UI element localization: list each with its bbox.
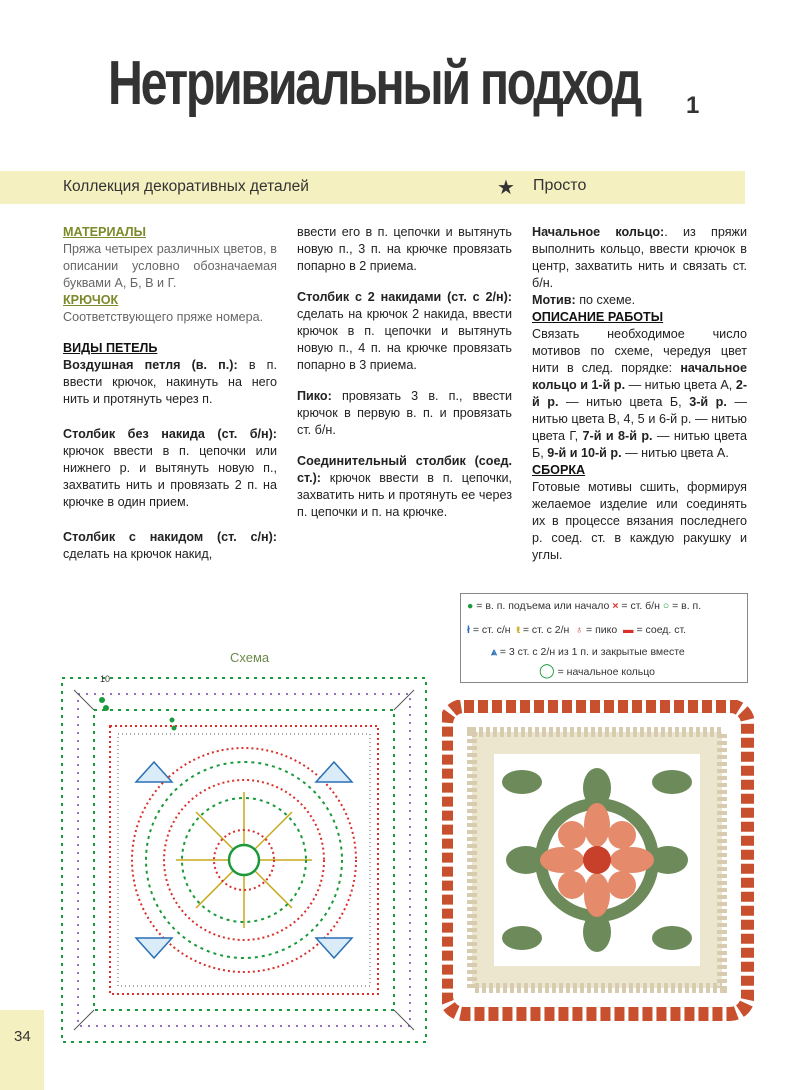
chain-icon: ○ bbox=[662, 600, 670, 612]
legend-row-2: ł = ст. с/н ŧ = ст. с 2/н ♁ = пико ▬ = соед. ст. bbox=[467, 624, 687, 636]
assembly-text: Готовые мотивы сшить, формируя желаемое изделие или соединять их в процессе вязания последнего р. соед. ст. в каждую ракушку и углы. bbox=[532, 480, 747, 562]
stitch-dc-start: Столбик с накидом (ст. с/н): сделать на крючок накид, bbox=[63, 530, 277, 561]
column-materials bbox=[63, 224, 277, 563]
issue-number: 1 bbox=[686, 92, 700, 119]
stitches-heading: ВИДЫ ПЕТЕЛЬ bbox=[63, 341, 158, 355]
sc-icon: × bbox=[612, 600, 619, 612]
legend-row-4: ◯ = начальное кольцо bbox=[539, 662, 656, 678]
legend-row-3: ⩓ = 3 ст. с 2/н из 1 п. и закрытые вместе bbox=[491, 646, 685, 658]
chain-start-icon: ● bbox=[467, 600, 474, 612]
work-motif: Мотив: по схеме. bbox=[532, 293, 636, 307]
picot-icon: ♁ bbox=[575, 624, 584, 636]
description-text: Связать необходимое число мотивов по схеме, чередуя цвет нити в след. порядке: начальное кольцо и 1-й р. — нитью цвета А, 2-й р. — нитью цвета Б, 3-й р. — нитью цвета В, 4, 5 и 6-й р. — нитью цвета Г, 7-й и 8-й р. — нитью цвета Б, 9-й и 10-й р. — нитью цвета А. bbox=[532, 327, 748, 460]
page-title: Нетривиальный подход bbox=[108, 49, 640, 118]
description-heading: ОПИСАНИЕ РАБОТЫ bbox=[532, 310, 664, 324]
symbol-legend bbox=[460, 593, 748, 683]
cluster-icon: ⩓ bbox=[491, 646, 497, 658]
page-number: 34 bbox=[14, 1028, 31, 1045]
row-number-label: 10 bbox=[100, 674, 111, 684]
motif-photo bbox=[442, 700, 754, 1022]
hook-text: Соответствующего пряже номера. bbox=[63, 310, 264, 324]
stitch-sc: Столбик без накида (ст. б/н): крючок ввести в п. цепочки или нижнего р. и вытянуть новую п., захватить нить и провязать 2 п. на крючке в один прием. bbox=[63, 427, 277, 509]
hook-heading: КРЮЧОК bbox=[63, 293, 119, 307]
starting-ring bbox=[229, 845, 259, 875]
star-icon: ★ bbox=[497, 177, 515, 199]
legend-row-1: ● = в. п. подъема или начало × = ст. б/н ○ = в. п. bbox=[467, 600, 702, 612]
slip-icon: ▬ bbox=[623, 624, 634, 636]
schema-label: Схема bbox=[230, 650, 270, 665]
stitch-tr: Столбик с 2 накидами (ст. с 2/н): сделать на крючок 2 накида, ввести крючок в п. цепочки и вытянуть новую п., 4 п. на крючке провязать попарно в 3 приема. bbox=[297, 290, 512, 372]
difficulty-level: Просто bbox=[533, 177, 587, 194]
assembly-heading: СБОРКА bbox=[532, 463, 586, 477]
materials-yarn: Пряжа четырех различных цветов, в описании условно обозначаемая буквами А, Б, В и Г. bbox=[63, 242, 277, 290]
work-ring: Начальное кольцо:. из пряжи выполнить кольцо, ввести крючок в центр, захватить нить и связать ст. б/н. bbox=[532, 225, 747, 290]
stitch-slip: Соединительный столбик (соед. ст.): крючок ввести в п. цепочки, захватить нить и протянуть ее через п. цепочки и п. на крючке. bbox=[297, 454, 512, 519]
flower-center bbox=[583, 846, 611, 874]
materials-heading: МАТЕРИАЛЫ bbox=[63, 225, 146, 239]
page-number-tab bbox=[0, 1010, 44, 1090]
column-work bbox=[532, 224, 747, 564]
ring-icon: ◯ bbox=[539, 662, 555, 678]
crochet-diagram bbox=[54, 670, 434, 1050]
stitch-picot: Пико: провязать 3 в. п., ввести крючок в первую в. п. и провязать ст. б/н. bbox=[297, 389, 512, 437]
stitch-dc-cont: ввести его в п. цепочки и вытянуть новую п., 3 п. на крючке провязать попарно в 2 приема. bbox=[297, 225, 512, 273]
collection-name: Коллекция декоративных деталей bbox=[63, 178, 309, 195]
tr-icon: ŧ bbox=[516, 624, 520, 636]
stitch-chain: Воздушная петля (в. п.): в п. ввести крючок, накинуть на него нить и протянуть через п. bbox=[63, 358, 277, 406]
dc-icon: ł bbox=[467, 624, 470, 636]
column-stitches bbox=[297, 224, 512, 521]
section-band bbox=[0, 171, 745, 204]
